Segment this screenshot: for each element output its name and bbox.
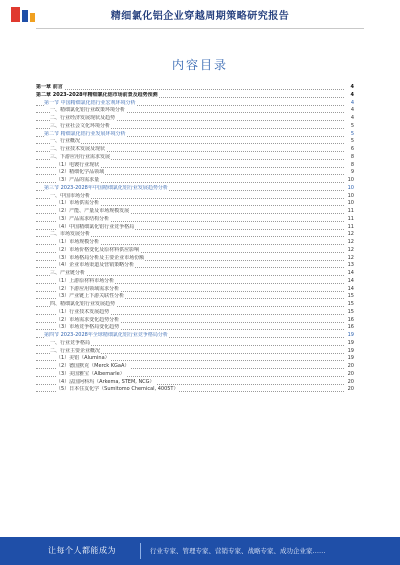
- toc-entry-title: （1）市场规模分析: [56, 239, 100, 245]
- toc-entry[interactable]: [36, 231, 354, 239]
- toc-entry-title: （3）市场格局分析及主要企业市场份额: [56, 254, 145, 261]
- toc-entry[interactable]: [36, 107, 354, 115]
- toc-entry-page: 10: [347, 184, 354, 191]
- toc-entry-title: （1）电镀行业现状: [56, 161, 100, 168]
- toc-entry-title: 第四节 2023-2028年全球精细氯化铝行业竞争格局分析: [44, 332, 168, 338]
- toc-entry-page: 4: [350, 107, 354, 114]
- header-divider: [36, 28, 364, 29]
- toc-entry[interactable]: [36, 84, 354, 92]
- toc-entry[interactable]: [36, 123, 354, 131]
- toc-entry-title: （1）行业技术发展趋势: [56, 308, 110, 315]
- report-title: 精细氯化铝企业穿越周期策略研究报告: [110, 11, 290, 22]
- toc-entry[interactable]: [36, 340, 354, 348]
- toc-entry-page: 12: [347, 231, 354, 238]
- page-footer: [0, 537, 400, 565]
- toc-entry[interactable]: [36, 100, 354, 108]
- toc-entry[interactable]: [36, 92, 354, 100]
- toc-entry[interactable]: [36, 379, 354, 387]
- footer-slogan: 让每个人都能成为: [48, 546, 116, 555]
- toc-entry-title: （2）市场需求变化趋势分析: [56, 316, 120, 323]
- toc-entry[interactable]: [36, 386, 354, 394]
- toc-entry-page: 5: [350, 138, 354, 145]
- toc-entry-title: 第三节 2023-2028年中国精细氯化铝行业发展趋势分析: [44, 184, 168, 191]
- toc-entry-page: 5: [350, 130, 354, 137]
- toc-entry-page: 15: [347, 308, 354, 315]
- toc-entry-page: 16: [347, 316, 354, 323]
- toc-entry[interactable]: [36, 355, 354, 363]
- toc-entry-title: 一、行业概况: [50, 138, 81, 145]
- toc-entry-title: （4）企业市场渠道及营销策略分析: [56, 262, 135, 269]
- toc-entry[interactable]: [36, 363, 354, 371]
- toc-entry[interactable]: [36, 185, 354, 193]
- toc-entry-page: 10: [347, 200, 354, 207]
- toc-entry[interactable]: [36, 293, 354, 301]
- toc-entry[interactable]: [36, 270, 354, 278]
- toc-entry[interactable]: [36, 208, 354, 216]
- toc-entry-page: 13: [347, 262, 354, 269]
- page-header: [0, 0, 400, 36]
- toc-entry[interactable]: [36, 131, 354, 139]
- toc-entry-page: 6: [350, 146, 354, 152]
- toc-entry-title: 第一章 前言: [36, 84, 63, 90]
- toc-entry-page: 5: [350, 122, 354, 129]
- toc-entry-title: （2）下游应用领域需求分析: [56, 285, 120, 292]
- toc-entry[interactable]: [36, 309, 354, 317]
- toc-entry-page: 4: [350, 115, 354, 121]
- toc-entry[interactable]: [36, 262, 354, 270]
- toc-entry[interactable]: [36, 146, 354, 154]
- toc-entry[interactable]: [36, 255, 354, 263]
- toc-entry[interactable]: [36, 162, 354, 170]
- toc-entry-title: 第二节 精细氯化铝行业发展环境分析: [44, 130, 126, 137]
- table-of-contents: [36, 84, 354, 394]
- toc-entry-title: 一、行业竞争格局: [50, 339, 91, 346]
- toc-entry-page: 20: [347, 386, 354, 393]
- toc-entry-title: （3）美国雅宝（Albemarle）: [56, 370, 125, 377]
- toc-entry[interactable]: [36, 138, 354, 146]
- toc-entry-title: 第二章 2023-2028年精细氯化铝市场前景及趋势预测: [36, 91, 158, 98]
- toc-entry-page: 16: [347, 324, 354, 331]
- toc-entry-page: 19: [347, 347, 354, 354]
- toc-entry[interactable]: [36, 239, 354, 247]
- toc-entry-title: 二、市场发展分析: [50, 231, 91, 238]
- toc-entry-page: 8: [350, 153, 354, 160]
- toc-entry[interactable]: [36, 332, 354, 340]
- toc-entry-page: 19: [347, 332, 354, 338]
- toc-entry-title: （3）产业链上下游关联性分析: [56, 293, 125, 300]
- footer-divider: [140, 543, 141, 559]
- toc-entry-title: （2）产能、产量及市场规模发展: [56, 208, 130, 214]
- toc-entry-title: （1）上游原材料市场分析: [56, 277, 115, 284]
- toc-entry-title: （3）市场竞争格局变化趋势: [56, 324, 120, 331]
- toc-entry-title: 三、产业链分析: [50, 270, 86, 276]
- toc-entry-title: （2）德国默克（Merck KGaA）: [56, 363, 130, 369]
- toc-entry-title: （3）产品需求结构分析: [56, 215, 110, 222]
- toc-entry-title: （3）产品的需求量: [56, 177, 100, 183]
- toc-entry-page: 11: [347, 208, 354, 214]
- toc-entry-title: 第一节 中国精细氯化铝行业宏观环境分析: [44, 99, 136, 106]
- toc-entry-page: 20: [347, 363, 354, 369]
- toc-leader-dots: [36, 89, 344, 90]
- toc-leader-dots: [36, 143, 344, 144]
- toc-entry-title: （5）日本住友化学（Sumitomo Chemical, 4005T）: [56, 386, 179, 393]
- toc-entry[interactable]: [36, 193, 354, 201]
- toc-entry-page: 19: [347, 355, 354, 362]
- toc-entry-title: 一、精细氯化铝行业政策环境分析: [50, 107, 126, 114]
- toc-entry-page: 20: [347, 370, 354, 377]
- toc-entry-title: 二、行业技术发展及现状: [50, 146, 106, 152]
- toc-heading: 内容目录: [171, 58, 228, 72]
- toc-entry-page: 19: [347, 339, 354, 346]
- toc-entry[interactable]: [36, 115, 354, 123]
- toc-entry-page: 14: [347, 270, 354, 276]
- toc-entry-page: 15: [347, 293, 354, 300]
- toc-entry[interactable]: [36, 177, 354, 185]
- toc-entry[interactable]: [36, 200, 354, 208]
- toc-entry-page: 10: [347, 192, 354, 199]
- toc-entry-page: 12: [347, 239, 354, 245]
- toc-entry-page: 4: [350, 99, 354, 106]
- toc-entry[interactable]: [36, 154, 354, 162]
- toc-entry[interactable]: [36, 247, 354, 255]
- toc-entry-title: 四、精细氯化铝行业发展趋势: [50, 301, 116, 307]
- toc-entry[interactable]: [36, 169, 354, 177]
- toc-entry[interactable]: [36, 224, 354, 232]
- toc-entry[interactable]: [36, 371, 354, 379]
- toc-entry-page: 8: [350, 161, 354, 168]
- toc-entry[interactable]: [36, 278, 354, 286]
- toc-entry-page: 11: [347, 223, 354, 230]
- toc-entry-title: （4）中国精细氯化铝行业竞争格局: [56, 223, 135, 230]
- toc-entry-title: （1）美铝（Alumina）: [56, 355, 110, 362]
- toc-entry[interactable]: [36, 301, 354, 309]
- toc-entry-title: 一、中国市场分析: [50, 192, 91, 199]
- toc-entry[interactable]: [36, 348, 354, 356]
- toc-entry-title: （4）法国阿科玛（Arkema, STEM, NCG）: [56, 378, 155, 385]
- toc-entry-page: 20: [347, 378, 354, 385]
- toc-entry-title: 二、行业主要企业概况: [50, 347, 101, 354]
- toc-entry-page: 10: [347, 177, 354, 183]
- toc-entry-title: 三、行业社会文化环境分析: [50, 122, 111, 129]
- toc-entry-page: 12: [347, 246, 354, 253]
- toc-entry-page: 14: [347, 277, 354, 284]
- toc-entry-page: 4: [350, 91, 354, 98]
- toc-entry-title: 三、下游应用行业需求发展: [50, 153, 111, 160]
- toc-entry[interactable]: [36, 324, 354, 332]
- toc-entry-page: 12: [347, 254, 354, 261]
- toc-entry-page: 4: [350, 84, 354, 90]
- toc-entry-title: （2）精细化学品领域: [56, 169, 105, 176]
- toc-entry-page: 11: [347, 215, 354, 222]
- toc-entry[interactable]: [36, 317, 354, 325]
- toc-entry-title: 二、行业经济发展现状及趋势: [50, 115, 116, 121]
- toc-entry-page: 15: [347, 301, 354, 307]
- toc-entry[interactable]: [36, 286, 354, 294]
- toc-entry-title: （2）市场价格变化及原材料供应影响: [56, 246, 140, 253]
- footer-roles: 行业专家、管理专家、营销专家、战略专家、成功企业家……: [150, 547, 326, 555]
- toc-entry[interactable]: [36, 216, 354, 224]
- toc-entry-page: 14: [347, 285, 354, 292]
- toc-entry-page: 9: [350, 169, 354, 176]
- toc-entry-title: （1）市场供需分析: [56, 200, 100, 207]
